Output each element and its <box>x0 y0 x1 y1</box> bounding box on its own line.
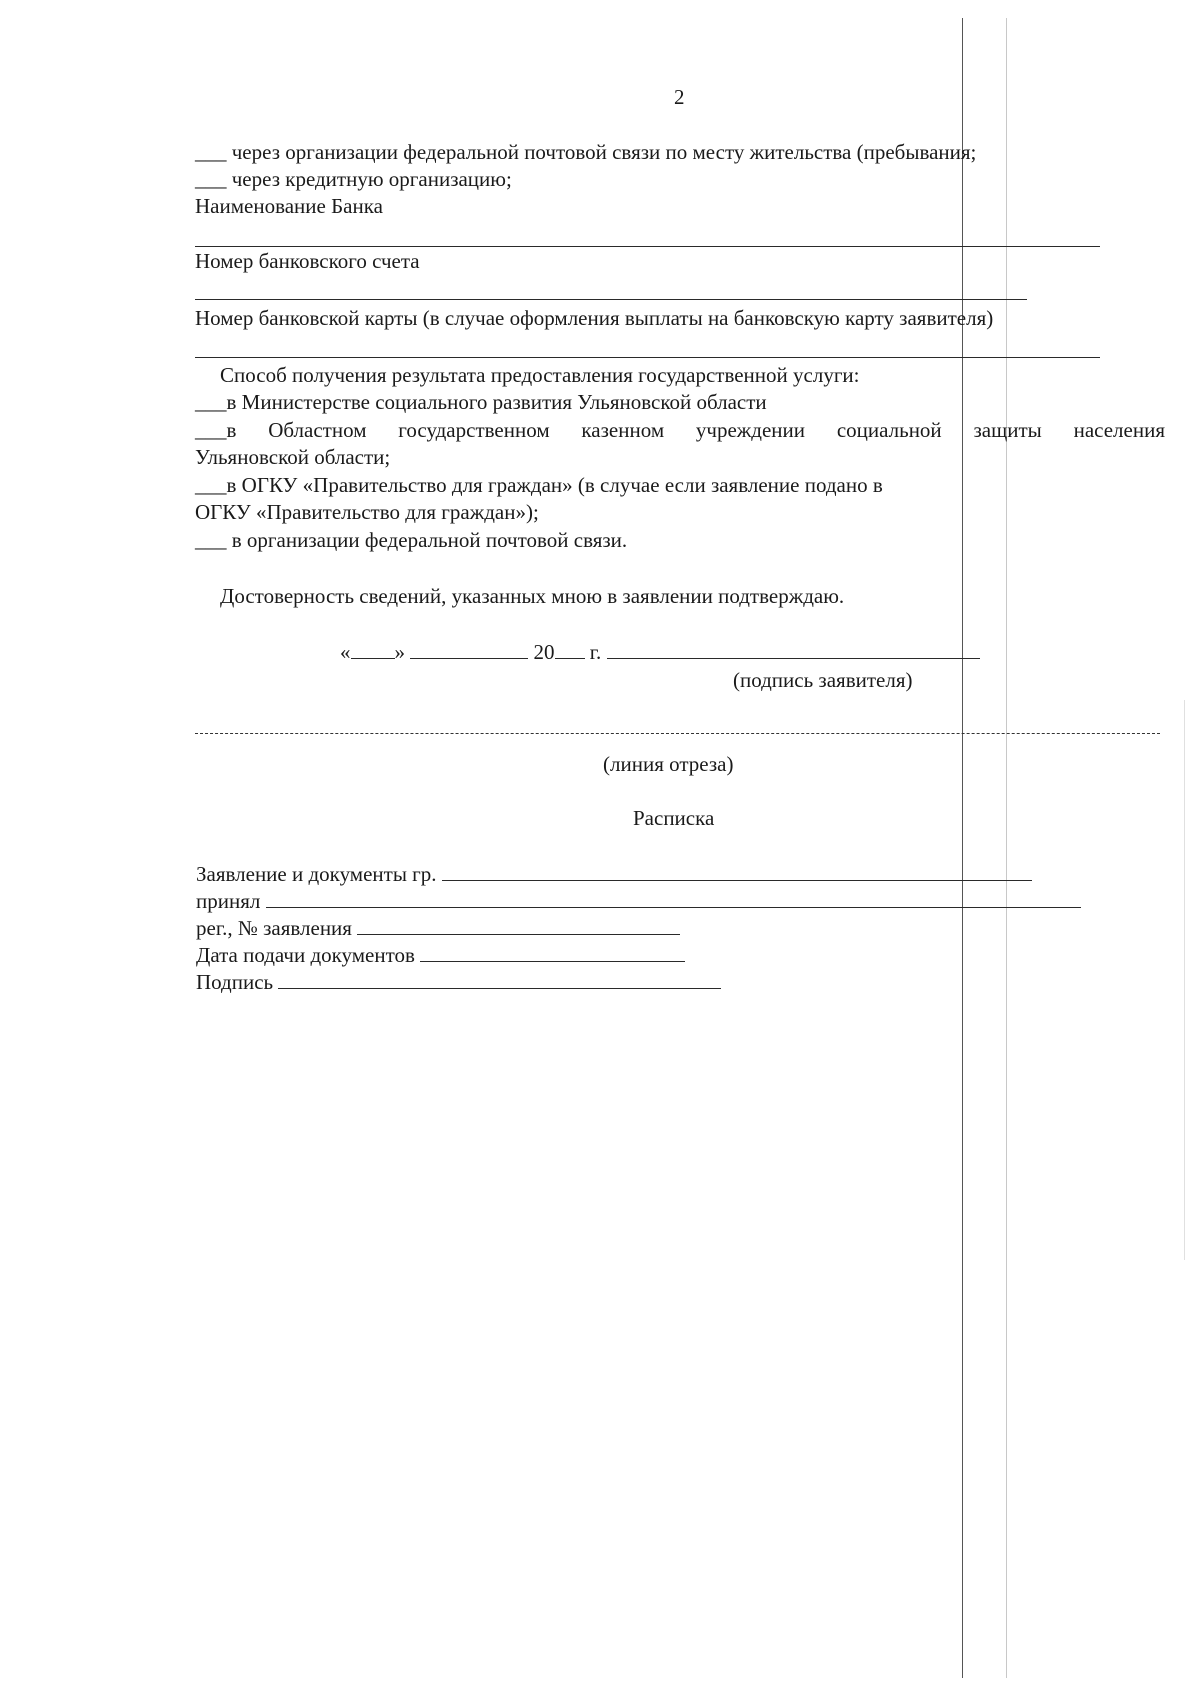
date-open-quote: « <box>340 640 351 664</box>
result-option-post: ___ в организации федеральной почтовой связи. <box>195 528 628 552</box>
year-suffix: г. <box>589 640 602 664</box>
year-blank <box>555 640 585 659</box>
cut-line-caption: (линия отреза) <box>603 752 734 776</box>
cut-line <box>195 733 1160 734</box>
receipt-title: Расписка <box>633 806 715 830</box>
date-close-quote: » <box>394 640 405 664</box>
receipt-docs-from-row <box>196 861 1032 887</box>
receipt-accepted-blank <box>266 889 1081 908</box>
confirmation-statement: Достоверность сведений, указанных мною в заявлении подтверждаю. <box>220 584 845 608</box>
receipt-docs-from-blank <box>442 862 1032 881</box>
receipt-accepted-row <box>196 888 1081 914</box>
result-option-gov-citizens-cont: ОГКУ «Правительство для граждан»); <box>195 500 539 524</box>
receipt-reg-number-row <box>196 915 680 941</box>
page-number: 2 <box>674 85 685 109</box>
account-number-line <box>195 299 1027 300</box>
receipt-signature-row <box>196 969 721 995</box>
bank-name-line <box>195 246 1100 247</box>
receipt-accepted-label: принял <box>196 889 261 913</box>
result-method-heading: Способ получения результата предоставления государственной услуги: <box>220 363 860 387</box>
option-post-office: ___ через организации федеральной почтовой связи по месту жительства (пребывания; <box>195 140 977 164</box>
bank-name-label: Наименование Банка <box>195 194 383 218</box>
signature-caption: (подпись заявителя) <box>733 668 913 692</box>
result-option-ministry: ___в Министерстве социального развития Ульяновской области <box>195 390 767 414</box>
receipt-reg-number-blank <box>357 916 680 935</box>
receipt-submission-date-row <box>196 942 685 968</box>
result-option-gov-citizens: ___в ОГКУ «Правительство для граждан» (в случае если заявление подано в <box>195 473 883 497</box>
option-credit-org: ___ через кредитную организацию; <box>195 167 512 191</box>
day-blank <box>351 640 395 659</box>
receipt-submission-date-blank <box>420 943 685 962</box>
receipt-reg-number-label: рег., № заявления <box>196 916 352 940</box>
result-option-ogku-social: ___в Областном государственном казенном учреждении социальной защиты населения <box>195 418 1165 442</box>
receipt-docs-from-label: Заявление и документы гр. <box>196 862 437 886</box>
receipt-signature-blank <box>278 970 721 989</box>
result-option-ogku-social-cont: Ульяновской области; <box>195 445 391 469</box>
card-number-line <box>195 357 1100 358</box>
scan-artifact-line-faint <box>1006 18 1007 1678</box>
month-blank <box>410 640 528 659</box>
year-prefix: 20 <box>533 640 555 664</box>
receipt-signature-label: Подпись <box>196 970 274 994</box>
scan-artifact-line <box>962 18 963 1678</box>
date-signature-row <box>340 639 980 665</box>
signature-blank <box>607 640 980 659</box>
receipt-submission-date-label: Дата подачи документов <box>196 943 415 967</box>
card-number-label: Номер банковской карты (в случае оформления выплаты на банковскую карту заявителя) <box>195 306 994 330</box>
scan-artifact-line-faint <box>1184 700 1185 1260</box>
account-number-label: Номер банковского счета <box>195 249 420 273</box>
